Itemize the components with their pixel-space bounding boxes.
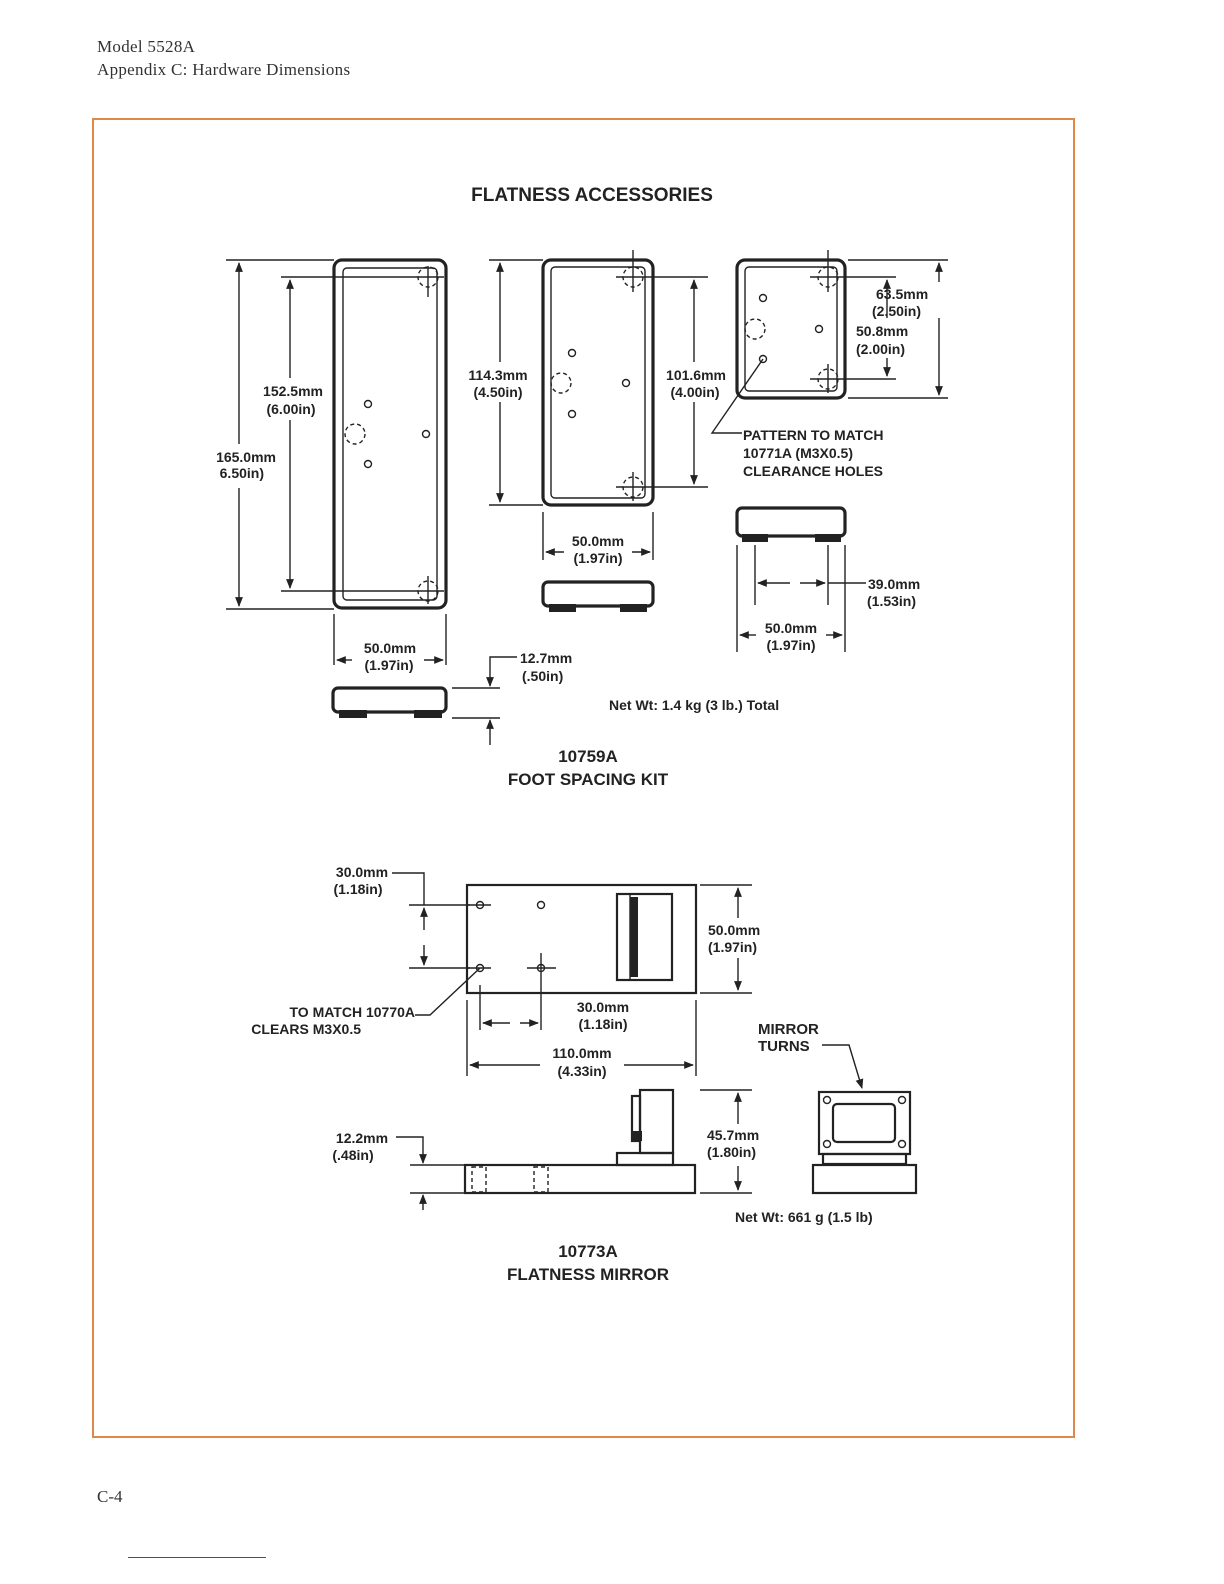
mirror-part-number: 10773A (558, 1242, 618, 1261)
dim-50-8-mm: 50.8mm (856, 323, 909, 339)
base-height-mm: 12.2mm (335, 1130, 389, 1146)
dim-63-in: (2.50in) (872, 303, 922, 319)
dim-114-mm: 114.3mm (468, 367, 528, 383)
mirror-dim-50-mm: 50.0mm (708, 922, 761, 938)
mirror-dim-50-in: (1.97in) (708, 939, 758, 955)
width-right-mm: 50.0mm (764, 620, 818, 636)
height-mm: 12.7mm (520, 650, 573, 666)
total-height-in: (1.80in) (707, 1144, 757, 1160)
right-foot-side-view (737, 508, 845, 542)
hole-spacing-mm: 30.0mm (576, 999, 630, 1015)
dim-50-8-in: (2.00in) (856, 341, 906, 357)
middle-foot-side-view (543, 582, 653, 612)
mirror-dim-30-mm: 30.0mm (335, 864, 389, 880)
height-in: (.50in) (522, 668, 564, 684)
width-mid-in: (1.97in) (573, 550, 623, 566)
dim-152-mm: 152.5mm (263, 383, 323, 399)
header-model: Model 5528A (97, 37, 196, 56)
spacing-in: (1.53in) (867, 593, 917, 609)
pattern-line1: PATTERN TO MATCH (743, 427, 884, 443)
dim-165-in: 6.50in) (219, 465, 264, 481)
left-foot-top-view (334, 260, 446, 608)
width-right-in: (1.97in) (766, 637, 816, 653)
width-left-mm: 50.0mm (363, 640, 417, 656)
header-appendix: Appendix C: Hardware Dimensions (97, 60, 351, 79)
base-height-in: (.48in) (332, 1147, 374, 1163)
dim-101-mm: 101.6mm (666, 367, 726, 383)
dim-101-in: (4.00in) (670, 384, 720, 400)
right-foot-top-view (737, 250, 848, 398)
middle-foot-top-view (543, 250, 653, 505)
mirror-side-view (465, 1090, 695, 1193)
length-mm: 110.0mm (552, 1045, 612, 1061)
width-mid-mm: 50.0mm (571, 533, 625, 549)
mirror-dim-30-in: (1.18in) (333, 881, 383, 897)
width-left-in: (1.97in) (364, 657, 414, 673)
foot-kit-name: FOOT SPACING KIT (507, 770, 669, 789)
dim-63-mm: 63.5mm (876, 286, 929, 302)
spacing-mm: 39.0mm (868, 576, 921, 592)
mirror-net-weight: Net Wt: 661 g (1.5 lb) (735, 1209, 873, 1225)
mirror-front-view (813, 1092, 916, 1193)
foot-kit-net-weight: Net Wt: 1.4 kg (3 lb.) Total (609, 697, 780, 713)
page-number: C-4 (97, 1487, 123, 1506)
pattern-line3: CLEARANCE HOLES (743, 463, 884, 479)
mirror-turns-line1: MIRROR (758, 1021, 819, 1038)
match-line1: TO MATCH 10770A (289, 1004, 415, 1020)
dim-165-mm: 165.0mm (216, 449, 276, 465)
figure-title: FLATNESS ACCESSORIES (471, 185, 713, 206)
footer-rule (128, 1557, 266, 1558)
hole-spacing-in: (1.18in) (578, 1016, 628, 1032)
match-line2: CLEARS M3X0.5 (251, 1021, 361, 1037)
foot-kit-part-number: 10759A (558, 747, 618, 766)
mirror-turns-line2: TURNS (758, 1038, 810, 1055)
left-foot-side-view (333, 688, 446, 718)
length-in: (4.33in) (557, 1063, 607, 1079)
dim-152-in: (6.00in) (266, 401, 316, 417)
pattern-line2: 10771A (M3X0.5) (743, 445, 853, 461)
total-height-mm: 45.7mm (707, 1127, 760, 1143)
mirror-name: FLATNESS MIRROR (506, 1265, 670, 1284)
dim-114-in: (4.50in) (473, 384, 523, 400)
